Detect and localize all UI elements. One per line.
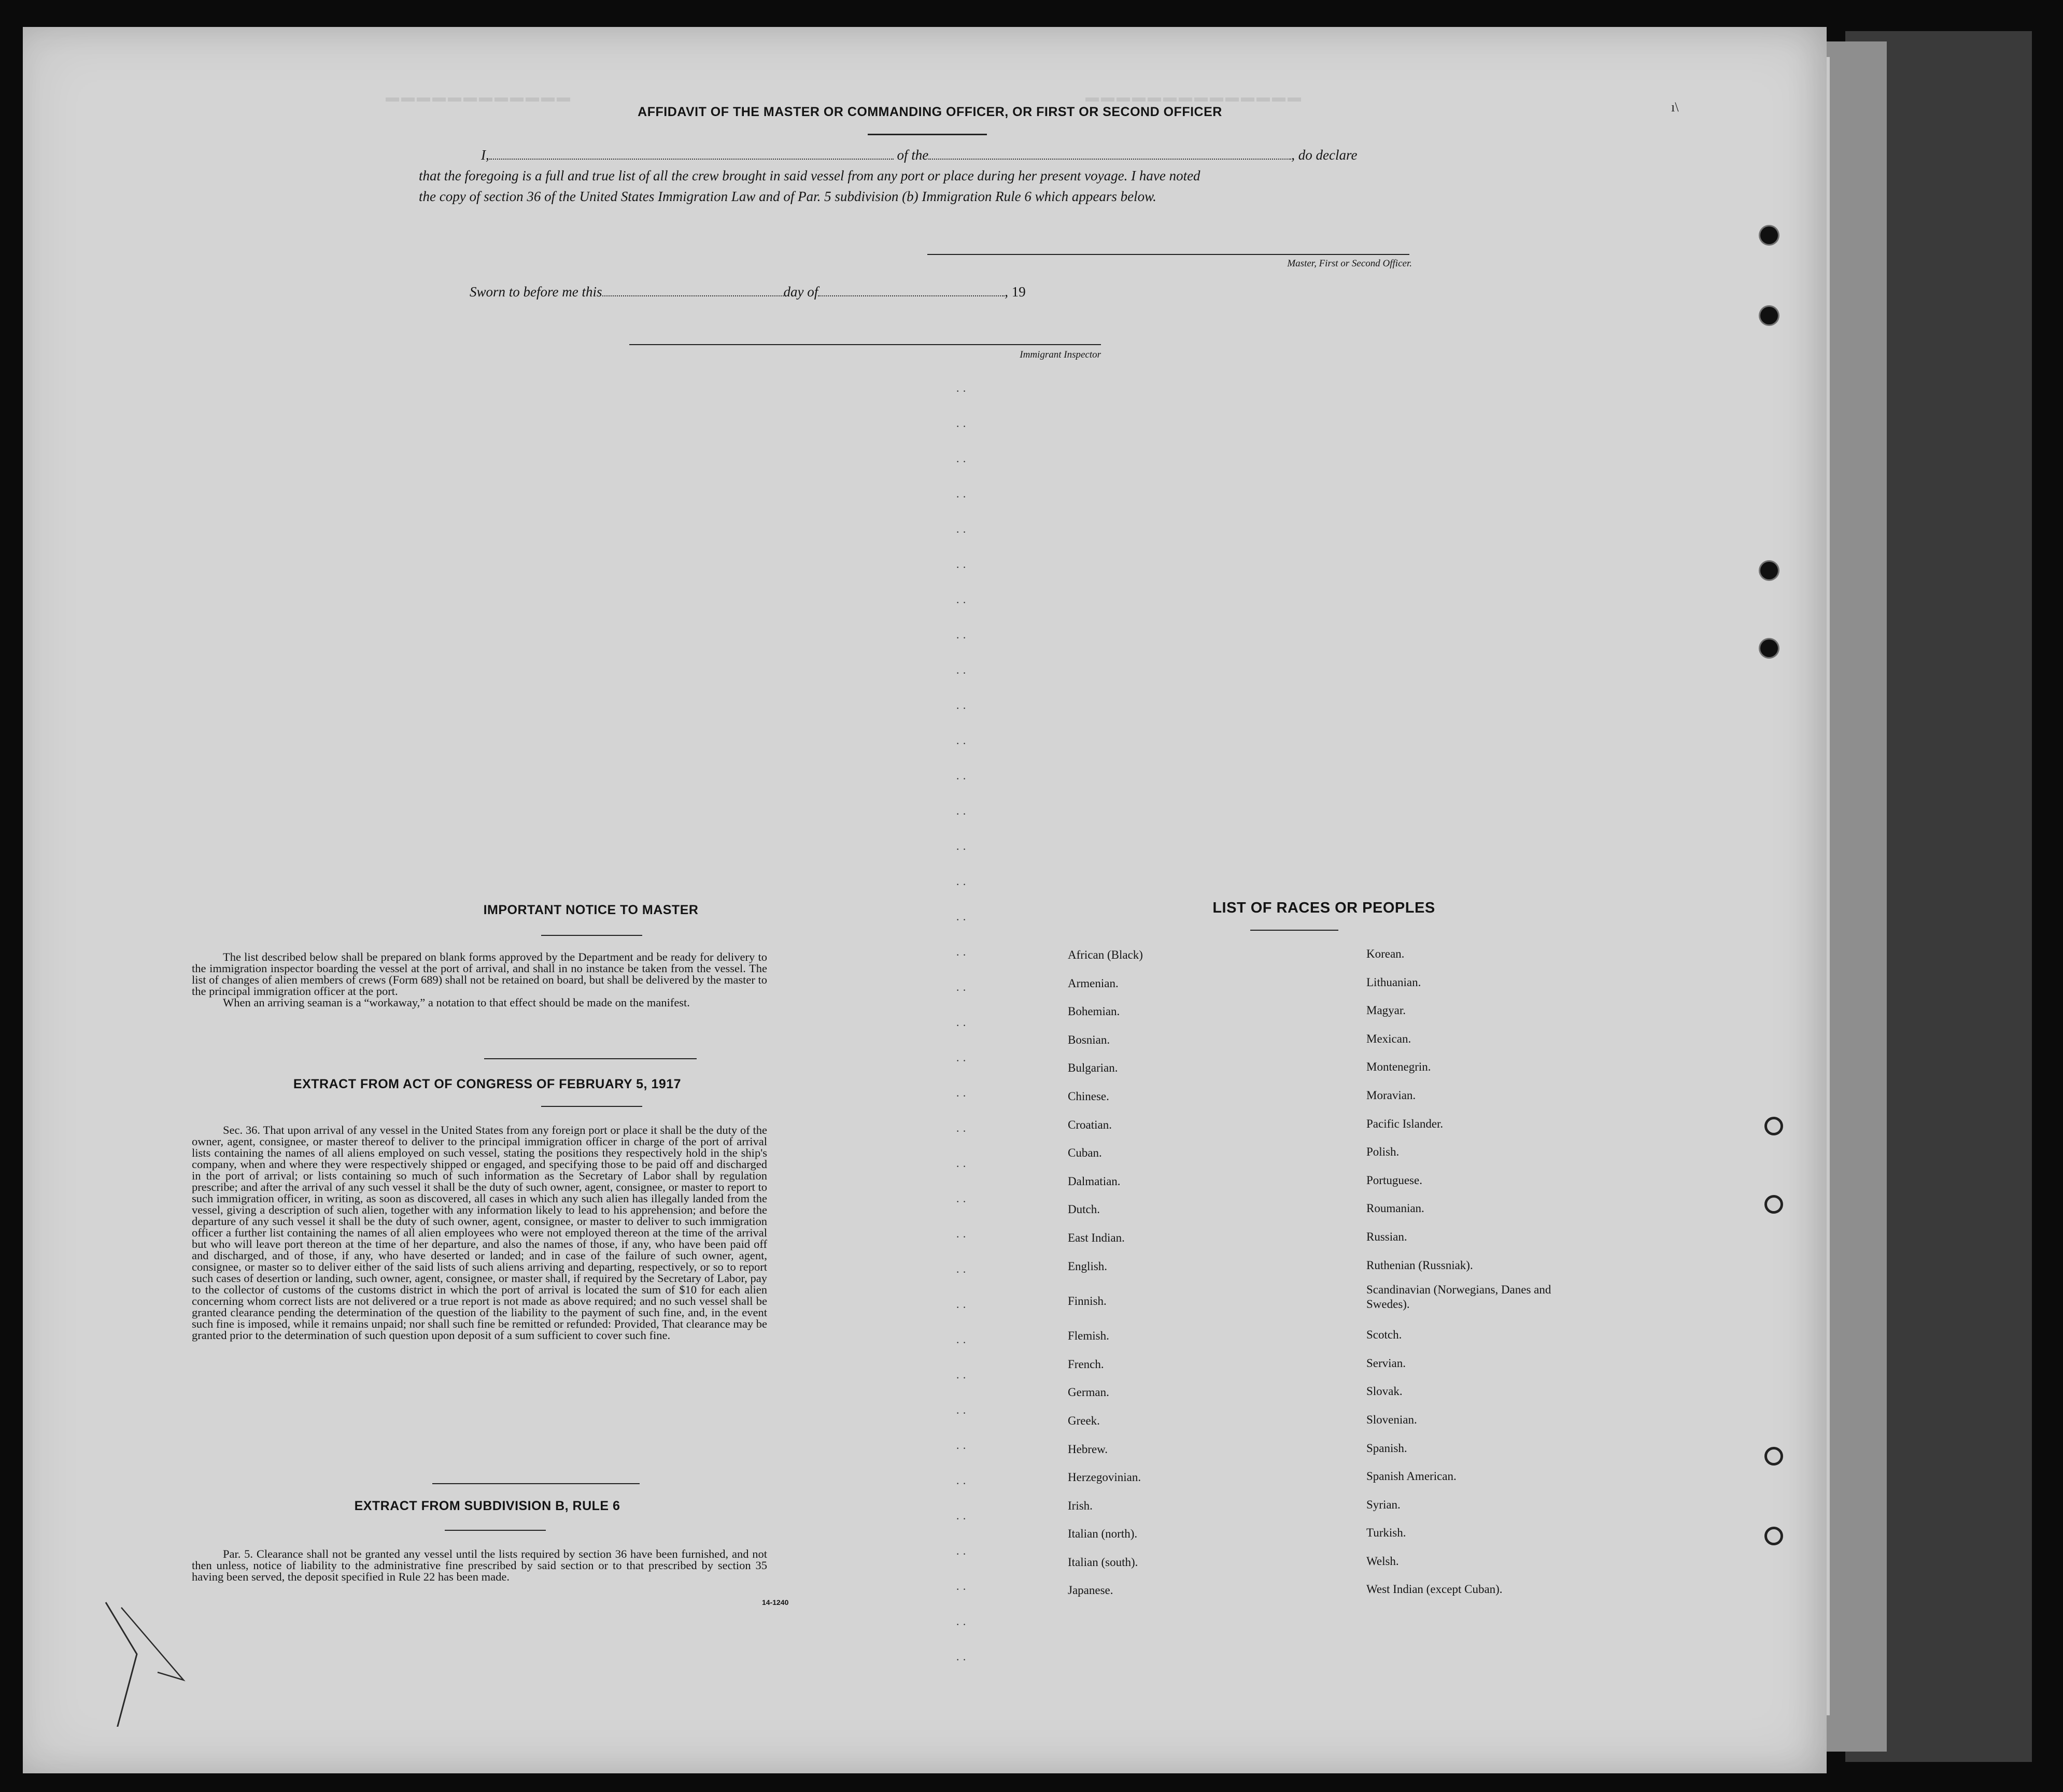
notice-title: IMPORTANT NOTICE TO MASTER	[483, 903, 699, 917]
binder-hole-icon	[1760, 226, 1778, 244]
race-item: Bulgarian.	[1068, 1061, 1118, 1075]
race-item: Armenian.	[1068, 976, 1119, 990]
race-item: Russian.	[1366, 1230, 1407, 1243]
pen-mark-icon	[101, 1571, 266, 1727]
dot-leader: · ·	[956, 1583, 967, 1596]
dot-leader: · ·	[956, 1054, 967, 1067]
race-item: Lithuanian.	[1366, 975, 1421, 989]
par-5-text: Par. 5. Clearance shall not be granted any vessel until the lists required by section 36 have been furnished, and not then unless, notice of liability to the administrative fine prescribed by said section or to that prescribed by section 35 having been served, the deposit specified in Rule 22 has been made.	[192, 1547, 767, 1583]
races-divider	[1250, 930, 1338, 931]
race-item: German.	[1068, 1386, 1109, 1399]
dot-leader: · ·	[956, 420, 967, 433]
dot-leader: · ·	[956, 1336, 967, 1349]
dot-leader-column	[956, 385, 1018, 1688]
race-item: English.	[1068, 1259, 1108, 1273]
dot-leader: · ·	[956, 385, 967, 397]
race-item: Servian.	[1366, 1356, 1406, 1370]
form-number: 14-1240	[762, 1598, 789, 1606]
notice-paragraph-1: The list described below shall be prepared on blank forms approved by the Department and be ready for delivery to the immigration inspector boarding the vessel at the port of arrival, and shall in no instance be taken from the vessel. The list of changes of alien members of crews (Form 689) shall not be retained on board, but shall be delivered by the master to the principal immigration officer at the port.	[192, 950, 767, 998]
notice-paragraph-2: When an arriving seaman is a “workaway,” a notation to that effect should be made on the manifest.	[223, 996, 690, 1009]
signature-caption: Master, First or Second Officer.	[1287, 258, 1412, 269]
race-item: Moravian.	[1366, 1088, 1416, 1102]
race-item: Montenegrin.	[1366, 1060, 1431, 1074]
race-item: Spanish.	[1366, 1441, 1407, 1455]
month-blank	[818, 285, 1005, 296]
race-item: Chinese.	[1068, 1089, 1109, 1103]
act-extract-body	[192, 1125, 767, 1341]
dot-leader: · ·	[956, 1301, 967, 1314]
back-page-edge	[1825, 41, 1887, 1752]
race-item: Dalmatian.	[1068, 1174, 1121, 1188]
dot-leader: · ·	[956, 772, 967, 785]
race-item: Roumanian.	[1366, 1202, 1424, 1215]
affidavit-title: AFFIDAVIT OF THE MASTER OR COMMANDING OFFICER, OR FIRST OR SECOND OFFICER	[638, 105, 1222, 119]
affidavit-i: I,	[481, 147, 489, 163]
race-item: Slovenian.	[1366, 1413, 1417, 1426]
day-of-label: day of	[783, 284, 818, 300]
race-item: Turkish.	[1366, 1526, 1406, 1540]
inspector-caption: Immigrant Inspector	[1020, 349, 1101, 360]
section-divider	[432, 1483, 640, 1484]
signature-line	[927, 254, 1409, 255]
race-item: Welsh.	[1366, 1554, 1399, 1568]
affidavit-declare: , do declare	[1291, 147, 1358, 163]
binder-hole-icon	[1760, 307, 1778, 324]
title-divider	[868, 134, 987, 135]
dot-leader: · ·	[956, 596, 967, 609]
dot-leader: · ·	[956, 807, 967, 820]
race-item: Flemish.	[1068, 1329, 1109, 1343]
race-item: Hebrew.	[1068, 1442, 1108, 1456]
binder-hole-icon	[1764, 1117, 1783, 1135]
dot-leader: · ·	[956, 631, 967, 644]
binder-hole-icon	[1760, 562, 1778, 579]
binder-hole-icon	[1764, 1527, 1783, 1545]
name-blank	[489, 148, 894, 160]
binder-hole-icon	[1760, 639, 1778, 657]
dot-leader: · ·	[956, 1125, 967, 1137]
affidavit-body	[419, 141, 1456, 210]
race-item: Dutch.	[1068, 1203, 1100, 1216]
dot-leader: · ·	[956, 1512, 967, 1525]
day-blank	[602, 285, 784, 296]
dot-leader: · ·	[956, 525, 967, 538]
races-list-left	[1068, 941, 1143, 1605]
dot-leader: · ·	[956, 1477, 967, 1490]
race-item: Korean.	[1366, 947, 1405, 960]
affidavit-line-2: that the foregoing is a full and true list of all the crew brought in said vessel from any port or place during her present voyage. I have noted	[419, 168, 1200, 183]
race-item: Mexican.	[1366, 1032, 1411, 1045]
rule-divider	[445, 1530, 546, 1531]
race-item: Syrian.	[1366, 1498, 1401, 1511]
dot-leader: · ·	[956, 1653, 967, 1666]
races-title: LIST OF RACES OR PEOPLES	[1212, 900, 1435, 916]
race-item: Italian (south).	[1068, 1555, 1138, 1569]
race-item: Ruthenian (Russniak).	[1366, 1258, 1473, 1272]
dot-leader: · ·	[956, 666, 967, 679]
race-item: African (Black)	[1068, 948, 1143, 961]
dot-leader: · ·	[956, 1195, 967, 1208]
race-item: Herzegovinian.	[1068, 1471, 1141, 1484]
ink-mark: ı\	[1671, 99, 1679, 115]
race-item: East Indian.	[1068, 1231, 1125, 1244]
race-item: Greek.	[1068, 1414, 1100, 1427]
race-item: Italian (north).	[1068, 1527, 1138, 1541]
rule-extract-title: EXTRACT FROM SUBDIVISION B, RULE 6	[354, 1499, 620, 1513]
sworn-label: Sworn to before me this	[470, 284, 602, 300]
bleed-through-mark: ▬▬▬▬▬▬▬▬▬▬▬▬	[386, 89, 572, 105]
dot-leader: · ·	[956, 1089, 967, 1102]
dot-leader: · ·	[956, 984, 967, 997]
dot-leader: · ·	[956, 737, 967, 750]
sworn-line	[470, 284, 1143, 300]
race-item: Scotch.	[1366, 1328, 1402, 1342]
race-item: Croatian.	[1068, 1118, 1112, 1131]
manifest-page	[23, 27, 1827, 1773]
race-item: Polish.	[1366, 1145, 1400, 1159]
section-36-text: Sec. 36. That upon arrival of any vessel in the United States from any foreign port or place it shall be the duty of the owner, agent, consignee, or master thereof to deliver to the principal immigration officer in charge of the port of arrival lists containing the names of all aliens employed on such vessel, stating the positions they respectively hold in the ship's company, when and where they were respectively shipped or engaged, and specifying those to be paid off and discharged in the port of arrival; or lists containing so much of such information as the Secretary of Labor shall by regulation prescribe; and after the arrival of any such vessel it shall be the duty of such owner, agent, consignee, or master to report to such immigration officer, in writing, as soon as discovered, all cases in which any such alien has illegally landed from the vessel, giving a description of such alien, together with any information likely to lead to his apprehension; and before the departure of any such vessel it shall be the duty of such owner, agent, consignee, or master to deliver to such immigration officer a further list containing the names of all alien employees who were not employed thereon at the time of the arrival but who will leave port thereon at the time of her departure, and also the names of those, if any, who have been paid off and discharged, and of those, if any, who have deserted or landed; and in case of the failure of such owner, agent, consignee, or master so to deliver either of the said lists of such aliens arriving and departing, respectively, or so to report such cases of desertion or landing, such owner, agent, consignee, or master shall, if required by the Secretary of Labor, pay to the collector of customs of the customs district in which the port of arrival is located the sum of $10 for each alien concerning whom correct lists are not delivered or a true report is not made as above required; and no such vessel shall be granted clearance pending the determination of the question of the liability to the payment of such fine, and, in the event such fine is imposed, while it remains unpaid; nor shall such fine be remitted or refunded: Provided, That clearance may be granted prior to the determination of such question upon deposit of a sum sufficient to cover such fine.	[192, 1123, 767, 1342]
vessel-blank	[928, 148, 1291, 160]
binder-hole-icon	[1764, 1195, 1783, 1214]
dot-leader: · ·	[956, 1406, 967, 1419]
notice-body	[192, 951, 767, 1008]
dot-leader: · ·	[956, 1618, 967, 1631]
race-item: Bosnian.	[1068, 1033, 1110, 1046]
binder-hole-icon	[1764, 1447, 1783, 1466]
dot-leader: · ·	[956, 1019, 967, 1032]
dot-leader: · ·	[956, 843, 967, 856]
race-item: Irish.	[1068, 1499, 1093, 1512]
race-item: French.	[1068, 1357, 1104, 1371]
races-list-right	[1366, 940, 1553, 1604]
dot-leader: · ·	[956, 1442, 967, 1455]
dot-leader: · ·	[956, 1230, 967, 1243]
race-item: Finnish.	[1068, 1295, 1107, 1308]
dot-leader: · ·	[956, 1265, 967, 1278]
dot-leader: · ·	[956, 878, 967, 891]
race-item: Portuguese.	[1366, 1173, 1422, 1187]
act-divider	[541, 1106, 642, 1107]
dot-leader: · ·	[956, 913, 967, 926]
race-item: West Indian (except Cuban).	[1366, 1583, 1503, 1596]
race-item: Spanish American.	[1366, 1470, 1457, 1483]
inspector-line	[629, 344, 1101, 345]
race-item: Magyar.	[1366, 1004, 1406, 1017]
dot-leader: · ·	[956, 1160, 967, 1173]
affidavit-line-3: the copy of section 36 of the United States Immigration Law and of Par. 5 subdivision (b) Immigration Rule 6 which appears below.	[419, 189, 1156, 204]
race-item: Japanese.	[1068, 1584, 1113, 1597]
race-item: Slovak.	[1366, 1385, 1403, 1398]
act-extract-title: EXTRACT FROM ACT OF CONGRESS OF FEBRUARY 5, 1917	[293, 1077, 682, 1091]
race-item: Cuban.	[1068, 1146, 1102, 1160]
dot-leader: · ·	[956, 702, 967, 715]
dot-leader: · ·	[956, 948, 967, 961]
dot-leader: · ·	[956, 1371, 967, 1384]
race-item: Bohemian.	[1068, 1005, 1120, 1018]
affidavit-of-the: of the	[897, 147, 929, 163]
dot-leader: · ·	[956, 455, 967, 468]
bleed-through-mark: ▬▬▬▬▬▬▬▬▬▬▬▬▬▬	[1085, 89, 1303, 105]
dot-leader: · ·	[956, 1547, 967, 1560]
race-item: Pacific Islander.	[1366, 1117, 1444, 1130]
rule-extract-body	[192, 1548, 767, 1583]
dot-leader: · ·	[956, 561, 967, 574]
notice-divider	[541, 935, 642, 936]
year-label: , 19	[1005, 284, 1026, 300]
race-item: Scandinavian (Norwegians, Danes and Swedes).	[1366, 1283, 1551, 1311]
section-divider	[484, 1058, 697, 1059]
dot-leader: · ·	[956, 490, 967, 503]
